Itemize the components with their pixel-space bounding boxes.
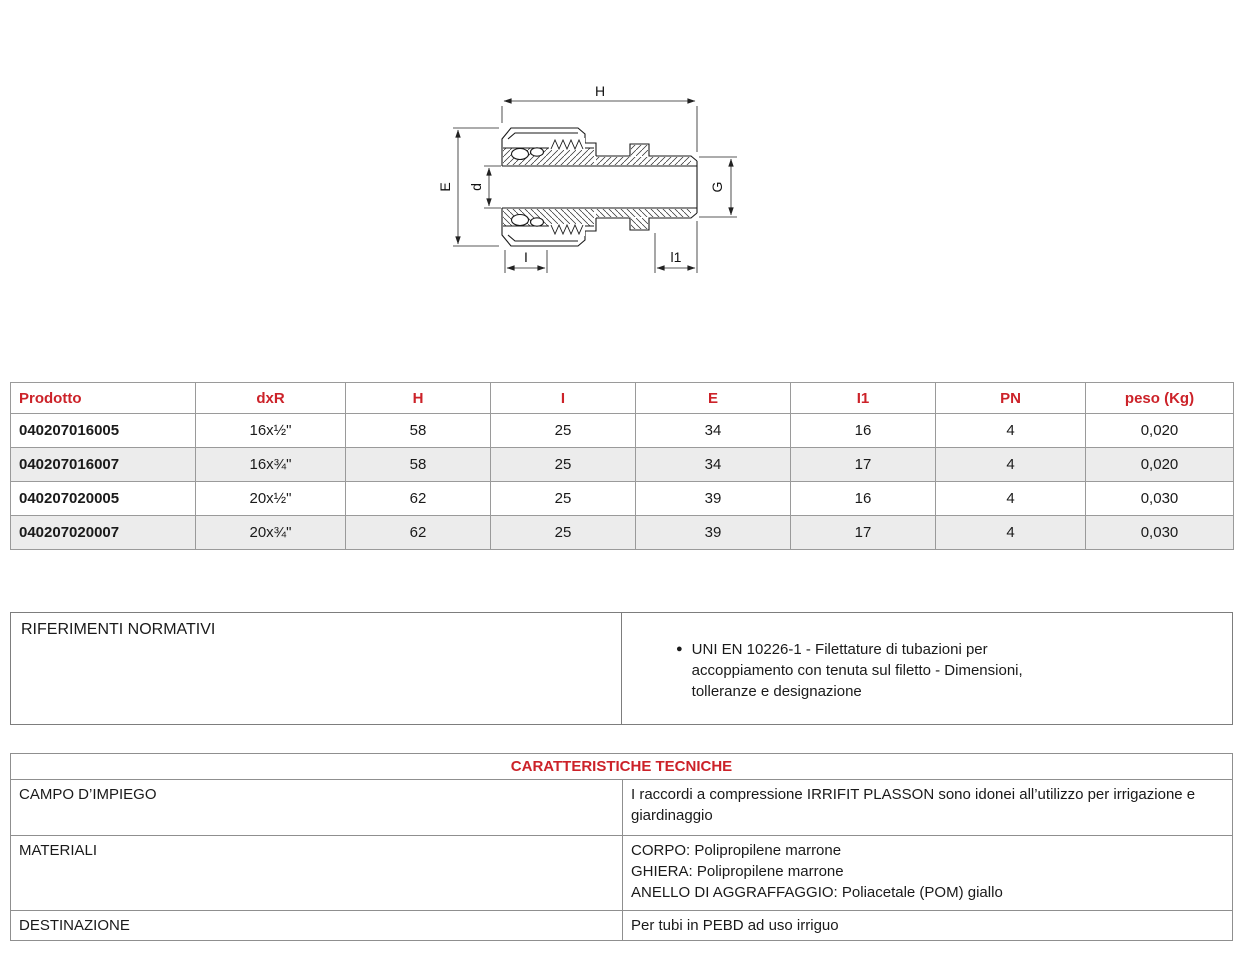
tech-value-campo: I raccordi a compressione IRRIFIT PLASSON sono idonei all’utilizzo per irrigazione e giardinaggio [623, 780, 1233, 836]
header-prodotto: Prodotto [11, 383, 196, 414]
cell-dxr: 16x½" [196, 414, 346, 448]
cell-i1: 17 [791, 448, 936, 482]
technical-characteristics-table [10, 753, 1233, 941]
table-row [11, 414, 1234, 448]
list-item [676, 639, 1222, 702]
cell-e: 34 [636, 414, 791, 448]
tech-label-campo: CAMPO D’IMPIEGO [11, 780, 623, 836]
cell-i1: 17 [791, 516, 936, 550]
tech-value-materiali [623, 836, 1233, 911]
dim-label-h: H [594, 83, 606, 99]
header-peso: peso (Kg) [1086, 383, 1234, 414]
cell-e: 34 [636, 448, 791, 482]
header-i: I [491, 383, 636, 414]
tech-value-line: GHIERA: Polipropilene marrone [631, 863, 844, 880]
dim-label-e: E [437, 182, 453, 192]
tech-title-row [11, 754, 1233, 780]
cell-dxr: 20x½" [196, 482, 346, 516]
cell-dxr: 16x¾" [196, 448, 346, 482]
technical-drawing [430, 80, 770, 295]
normative-references-box [10, 612, 1233, 725]
cell-product-code: 040207020007 [11, 516, 196, 550]
tech-title: CARATTERISTICHE TECNICHE [11, 754, 1233, 780]
tech-label-destinazione: DESTINAZIONE [11, 911, 623, 941]
cell-product-code: 040207016005 [11, 414, 196, 448]
tech-value-destinazione: Per tubi in PEBD ad uso irriguo [623, 911, 1233, 941]
bullet-icon: ● [676, 643, 683, 655]
cell-pn: 4 [936, 448, 1086, 482]
normative-title: RIFERIMENTI NORMATIVI [11, 613, 622, 724]
fitting-bottom-half [502, 208, 697, 246]
header-dxr: dxR [196, 383, 346, 414]
dim-label-i: I [524, 249, 528, 265]
tech-label-materiali: MATERIALI [11, 836, 623, 911]
dimension-lines [453, 101, 737, 273]
table-row [11, 516, 1234, 550]
header-h: H [346, 383, 491, 414]
cell-pn: 4 [936, 516, 1086, 550]
cell-peso: 0,020 [1086, 448, 1234, 482]
cell-h: 58 [346, 414, 491, 448]
cell-h: 62 [346, 516, 491, 550]
header-e: E [636, 383, 791, 414]
cell-i1: 16 [791, 414, 936, 448]
dim-label-d: d [468, 183, 484, 191]
cell-pn: 4 [936, 414, 1086, 448]
cell-peso: 0,030 [1086, 516, 1234, 550]
cell-i1: 16 [791, 482, 936, 516]
tech-value-line: CORPO: Polipropilene marrone [631, 842, 842, 859]
products-table [10, 382, 1234, 550]
cell-e: 39 [636, 482, 791, 516]
cell-product-code: 040207016007 [11, 448, 196, 482]
header-pn: PN [936, 383, 1086, 414]
tech-value-line: ANELLO DI AGGRAFFAGGIO: Poliacetale (POM) giallo [631, 884, 1003, 901]
cell-i: 25 [491, 448, 636, 482]
table-row [11, 482, 1234, 516]
tech-row-campo [11, 780, 1233, 836]
cell-i: 25 [491, 482, 636, 516]
dim-label-i1: l1 [670, 249, 682, 265]
cell-dxr: 20x¾" [196, 516, 346, 550]
cell-i: 25 [491, 516, 636, 550]
normative-content [622, 613, 1232, 724]
cell-i: 25 [491, 414, 636, 448]
tech-row-materiali [11, 836, 1233, 911]
products-header-row [11, 383, 1234, 414]
fitting-top-half [502, 128, 697, 166]
tech-row-destinazione [11, 911, 1233, 941]
cell-e: 39 [636, 516, 791, 550]
cell-h: 58 [346, 448, 491, 482]
cell-peso: 0,030 [1086, 482, 1234, 516]
cell-peso: 0,020 [1086, 414, 1234, 448]
cell-product-code: 040207020005 [11, 482, 196, 516]
header-i1: I1 [791, 383, 936, 414]
table-row [11, 448, 1234, 482]
normative-bullet-text: UNI EN 10226-1 - Filettature di tubazioni per accoppiamento con tenuta sul filetto - Dimensioni, tolleranze e designazione [691, 641, 1023, 700]
dim-label-g: G [709, 181, 725, 193]
fitting-cross-section-svg [430, 80, 770, 295]
cell-pn: 4 [936, 482, 1086, 516]
cell-h: 62 [346, 482, 491, 516]
